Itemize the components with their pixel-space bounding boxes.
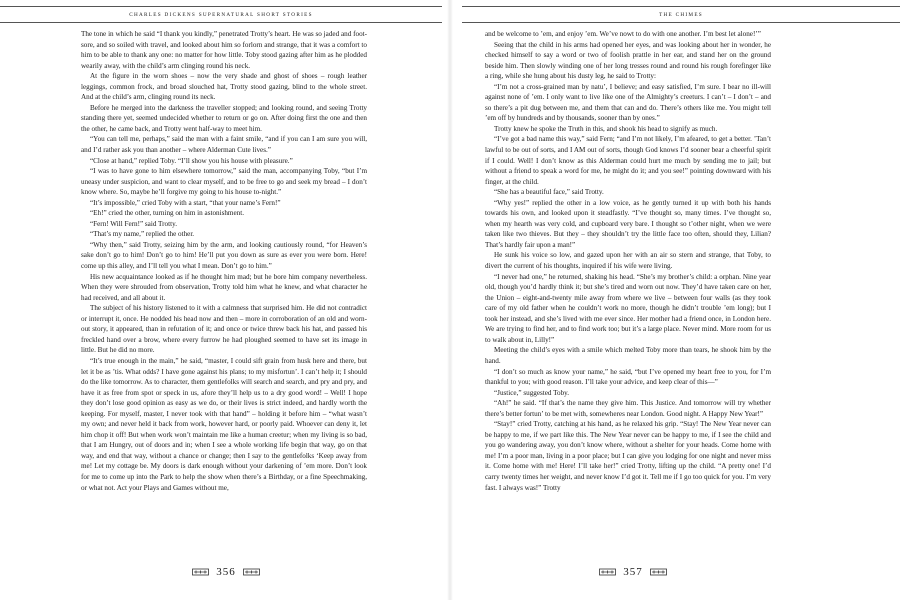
paragraph: “Eh!” cried the other, turning on him in astonishment. [90, 209, 244, 218]
folio-ornament-icon [243, 568, 260, 576]
paragraph: “It’s impossible,” cried Toby with a start, “that your name’s Fern!” [90, 198, 281, 207]
folio-ornament-icon [599, 568, 616, 576]
paragraph: “I don’t so much as know your name,” he said, “but I’ve opened my heart free to you, for I’m thankful to you; with good reason. I’ll take your advice, and keep clear of this—” [485, 367, 771, 387]
paragraph: “Why then,” said Trotty, seizing him by the arm, and looking cautiously round, “for Heaven’s sake don’t go to him! Don’t go to him! He’ll put you down as sure as ever you were born. Here! come up this alley, and I’ll tell you what I mean. Don’t go to him.” [81, 240, 367, 271]
paragraph: “I was to have gone to him elsewhere tomorrow,” said the man, accompanying Toby, “but I’m uneasy under suspicion, and want to clear myself, and to be free to go and seek my bread – I don’t know where. So, maybe he’ll forgive my going to his house to-night.” [81, 167, 367, 197]
folio-ornament-icon [192, 568, 209, 576]
running-head: THE CHIMES [462, 6, 900, 23]
paragraph: “That’s my name,” replied the other. [90, 230, 195, 239]
paragraph: “Fern! Will Fern!” said Trotty. [90, 219, 177, 228]
page-number [578, 564, 688, 580]
paragraph: “She has a beautiful face,” said Trotty. [494, 188, 604, 197]
page-number [171, 564, 281, 580]
paragraph: “Justice,” suggested Toby. [494, 388, 570, 397]
paragraph: “Stay!” cried Trotty, catching at his hand, as he relaxed his grip. “Stay! The New Year never can be happy to me, if we part like this. The New Year never can be happy to me, if I see the child and you go wandering away, you don’t know where, without a shelter for your heads. Come home with me! I’m a poor man, living in a poor place; but I can give you lodging for one night and never miss it. Come home with me! Here! I’ll take her!” cried Trotty, lifting up the child. “A pretty one! I’d carry twenty times her weight, and never know I’d got it. Tell me if I go too quick for you. I’m very fast. I always was!” Trotty [485, 420, 771, 492]
paragraph: The subject of his history listened to it with a calmness that surprised him. He did not contradict or interrupt it, once. He nodded his head now and then – more in corroboration of an old and worn-out story, it appeared, than in refutation of it; and once or twice threw back his hat, and passed his freckled hand over a brow, where every furrow he had ploughed seemed to have set its image in little. But he did no more. [81, 304, 367, 355]
paragraph: Trotty knew he spoke the Truth in this, and shook his head to signify as much. [494, 124, 718, 133]
paragraph: His new acquaintance looked as if he thought him mad; but he bore him company nevertheless. When they were shrouded from observation, Trotty told him what he knew, and what character he had received, and all about it. [81, 272, 367, 302]
paragraph: Meeting the child’s eyes with a smile which melted Toby more than tears, he shook him by the hand. [485, 346, 771, 365]
paragraph: The tone in which he said “I thank you kindly,” penetrated Trotty’s heart. He was so jaded and foot-sore, and so soiled with travel, and looked about him so forlorn and strange, that it was a comfort to him to be able to thank any one: no matter for how little. Toby stood gazing after him as he plodded wearily away, with the child’s arm clinging round his neck. [81, 30, 367, 70]
paragraph: “You can tell me, perhaps,” said the man with a faint smile, “and if you can I am sure you will, and I’d rather ask you than another – where Alderman Cute lives.” [81, 135, 367, 155]
paragraph: He sunk his voice so low, and gazed upon her with an air so stern and strange, that Toby, to divert the current of his thoughts, inquired if his wife were living. [485, 251, 771, 271]
paragraph: Seeing that the child in his arms had opened her eyes, and was looking about her in wonder, he checked himself to say a word or two of foolish prattle in her ear, and stand her on the ground beside him. Then slowly winding one of her long tresses round and round his rough forefinger like a ring, while she hung about his dusty leg, he said to Trotty: [485, 40, 771, 81]
paragraph: “Ah!” he said. “If that’s the name they give him. This Justice. And tomorrow will try whether there’s better fortun’ to be met with, somewheres near London. Good night. A Happy New Year!” [485, 399, 771, 418]
paragraph: “Why yes!” replied the other in a low voice, as he gently turned it up with both his hands towards his own, and looked upon it steadfastly. “I’ve thought so, many times. I’ve thought so, when my hearth was very cold, and cupboard very bare. I thought so t’other night, when we were taken like two thieves. But they – they shouldn’t try the little face too often, should they, Lilian? That’s hardly fair upon a man!” [485, 198, 771, 249]
page-number-text: 356 [216, 566, 236, 578]
body-text [485, 29, 771, 561]
paragraph: At the figure in the worn shoes – now the very shade and ghost of shoes – rough leather leggings, common frock, and broad slouched hat, Trotty stood gazing, blind to the whole street. And at the child’s arm, clinging round its neck. [81, 72, 367, 102]
running-head: CHARLES DICKENS SUPERNATURAL SHORT STORIES [0, 6, 442, 23]
folio-ornament-icon [650, 568, 667, 576]
paragraph: “Close at hand,” replied Toby. “I’ll show you his house with pleasure.” [90, 156, 293, 165]
page-number-text: 357 [623, 566, 643, 578]
body-text [81, 29, 367, 561]
paragraph: “I never had one,” he returned, shaking his head. “She’s my brother’s child: a orphan. Nine year old, though you’d hardly think it; but she’s tired and worn out now. They’d have taken care on her, the Union – eight-and-twenty mile away from where we live – between four walls (as they took care of my old father when he couldn’t work no more, though he didn’t trouble ’em long); but I took her instead, and she’s lived with me ever since. Her mother had a friend once, in London here. We are trying to find her, and to find work too; but it’s a large place. Never mind. More room for us to walk about in, Lilly!” [485, 272, 771, 344]
paragraph: “I’ve got a bad name this way,” said Fern; “and I’m not likely, I’m afeared, to get a better. ’Tan’t lawful to be out of sorts, and I AM out of sorts, though God knows I’d sooner bear a cheerful spirit if I could. Well! I don’t know as this Alderman could hurt me much by sending me to jail; but without a friend to speak a word for me, he might do it; and you see!” pointing downward with his finger, at the child. [485, 135, 771, 186]
paragraph: Before he merged into the darkness the traveller stopped; and looking round, and seeing Trotty standing there yet, seemed undecided whether to return or go on. After doing first the one and then the other, he came back, and Trotty went half-way to meet him. [81, 103, 367, 133]
paragraph: “It’s true enough in the main,” he said, “master, I could sift grain from husk here and there, but let it be as ’tis. What odds? I have gone against his plans; to my misfortun’. I can’t help it; I should do the like tomorrow. As to character, them gentlefolks will search and search, and pry and pry, and have it as free from spot or speck in us, afore they’ll help us to a dry good word! – Well! I hope they don’t lose good opinion as easy as we do, or their lives is strict indeed, and hardly worth the keeping. For myself, master, I never took with that hand” – holding it before him – “what wasn’t my own; and never held it back from work, however hard, or poorly paid. Whoever can deny it, let him chop it off! But when work won’t maintain me like a human creetur; when my living is so bad, that I am Hungry, out of doors and in; when I see a whole working life begin that way, go on that way, and end that way, without a chance or change; then I say to the gentlefolks ‘Keep away from me! Let my cottage be. My doors is dark enough without your darkening of ’em more. Don’t look for me to come up into the Park to help the show when there’s a Birthday, or a fine Speechmaking, or what not. Act your Plays and Games without me, [81, 356, 367, 492]
paragraph: and be welcome to ’em, and enjoy ’em. We’ve nowt to do with one another. I’m best let alone!’” [485, 30, 761, 38]
right-page [450, 0, 900, 600]
paragraph: “I’m not a cross-grained man by natu’, I believe; and easy satisfied, I’m sure. I bear no ill-will against none of ’em. I only want to live like one of the Almighty’s creeturs. I can’t – I don’t – and so there’s a pit dug between me, and them that can and do. There’s others like me. You might tell ’em off by hundreds and by thousands, sooner than by ones.” [485, 82, 771, 123]
